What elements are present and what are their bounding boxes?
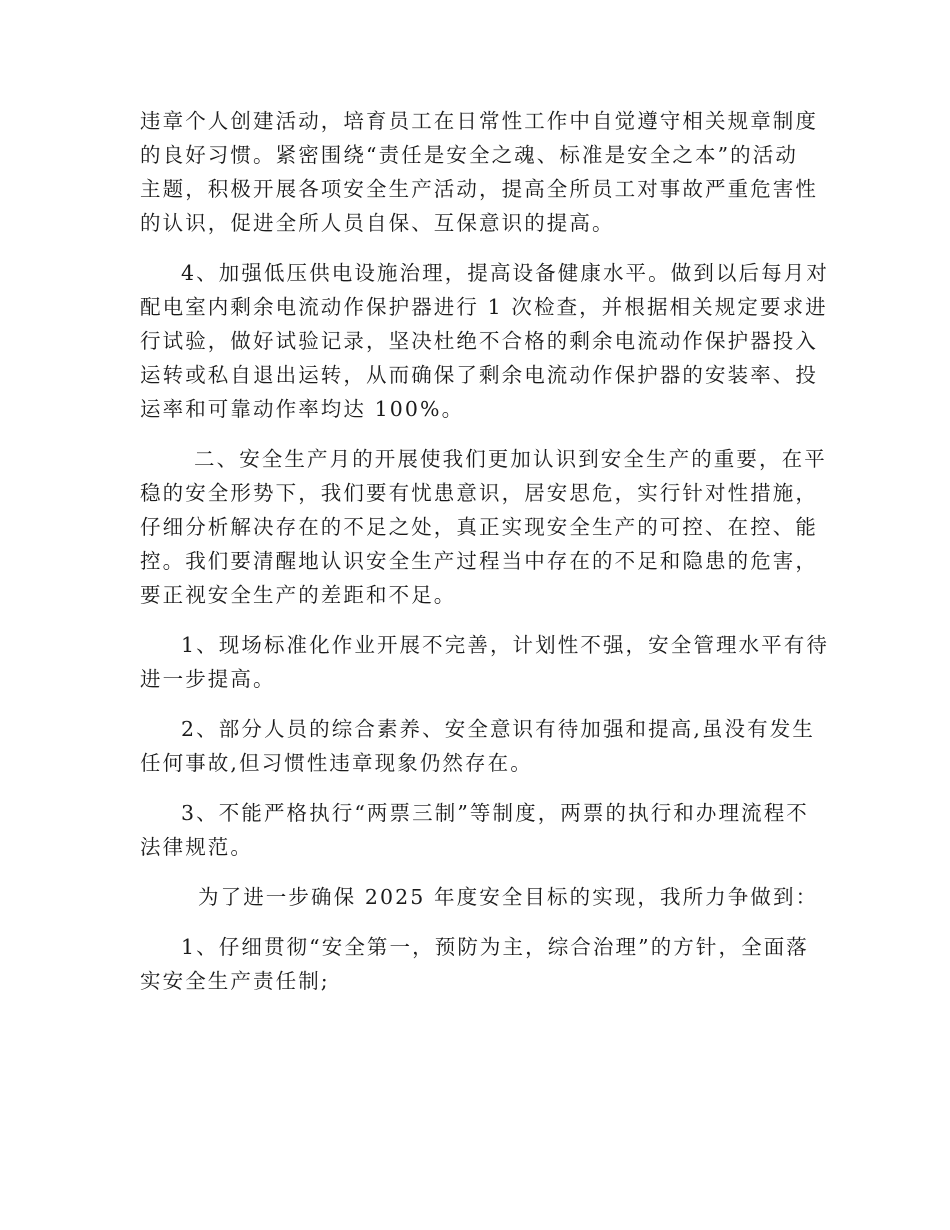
- text-line: 运率和可靠动作率均达 100%。: [140, 397, 465, 421]
- text-line: 进一步提高。: [140, 667, 276, 691]
- text-line: 控。我们要清醒地认识安全生产过程当中存在的不足和隐患的危害，: [140, 549, 818, 573]
- text-line: 1、现场标准化作业开展不完善，计划性不强，安全管理水平有待: [181, 633, 829, 657]
- paragraph-goal-1: [140, 930, 812, 998]
- paragraph-issue-1: [140, 628, 829, 696]
- paragraph-issue-2: [140, 712, 815, 780]
- text-line: 1、仔细贯彻“安全第一，预防为主，综合治理”的方针，全面落: [181, 935, 809, 959]
- document-body: [140, 104, 829, 998]
- text-line: 任何事故,但习惯性违章现象仍然存在。: [140, 751, 533, 775]
- paragraph-item-4: [140, 256, 829, 426]
- text-line: 二、安全生产月的开展使我们更加认识到安全生产的重要，在平: [194, 447, 827, 471]
- paragraph-goal-intro: [140, 880, 819, 914]
- text-line: 为了进一步确保 2025 年度安全目标的实现，我所力争做到：: [198, 885, 819, 909]
- text-line: 的认识，促进全所人员自保、互保意识的提高。: [140, 211, 615, 235]
- text-line: 行试验，做好试验记录，坚决杜绝不合格的剩余电流动作保护器投入: [140, 329, 818, 353]
- text-line: 3、不能严格执行“两票三制”等制度，两票的执行和办理流程不: [181, 801, 809, 825]
- text-line: 的良好习惯。紧密围绕“责任是安全之魂、标准是安全之本”的活动: [140, 143, 798, 167]
- text-line: 主题，积极开展各项安全生产活动，提高全所员工对事故严重危害性: [140, 177, 818, 201]
- paragraph-continuation: [140, 104, 818, 240]
- text-line: 运转或私自退出运转，从而确保了剩余电流动作保护器的安装率、投: [140, 363, 818, 387]
- text-line: 稳的安全形势下，我们要有忧患意识，居安思危，实行针对性措施，: [140, 481, 818, 505]
- paragraph-section-2: [140, 442, 827, 612]
- text-line: 违章个人创建活动，培育员工在日常性工作中自觉遵守相关规章制度: [140, 109, 818, 133]
- text-line: 4、加强低压供电设施治理，提高设备健康水平。做到以后每月对: [181, 261, 829, 285]
- paragraph-issue-3: [140, 796, 812, 864]
- text-line: 配电室内剩余电流动作保护器进行 1 次检查，并根据相关规定要求进: [140, 295, 828, 319]
- text-line: 要正视安全生产的差距和不足。: [140, 583, 457, 607]
- text-line: 实安全生产责任制;: [140, 969, 330, 993]
- text-line: 法律规范。: [140, 835, 253, 859]
- text-line: 2、部分人员的综合素养、安全意识有待加强和提高,虽没有发生: [181, 717, 815, 741]
- text-line: 仔细分析解决存在的不足之处，真正实现安全生产的可控、在控、能: [140, 515, 818, 539]
